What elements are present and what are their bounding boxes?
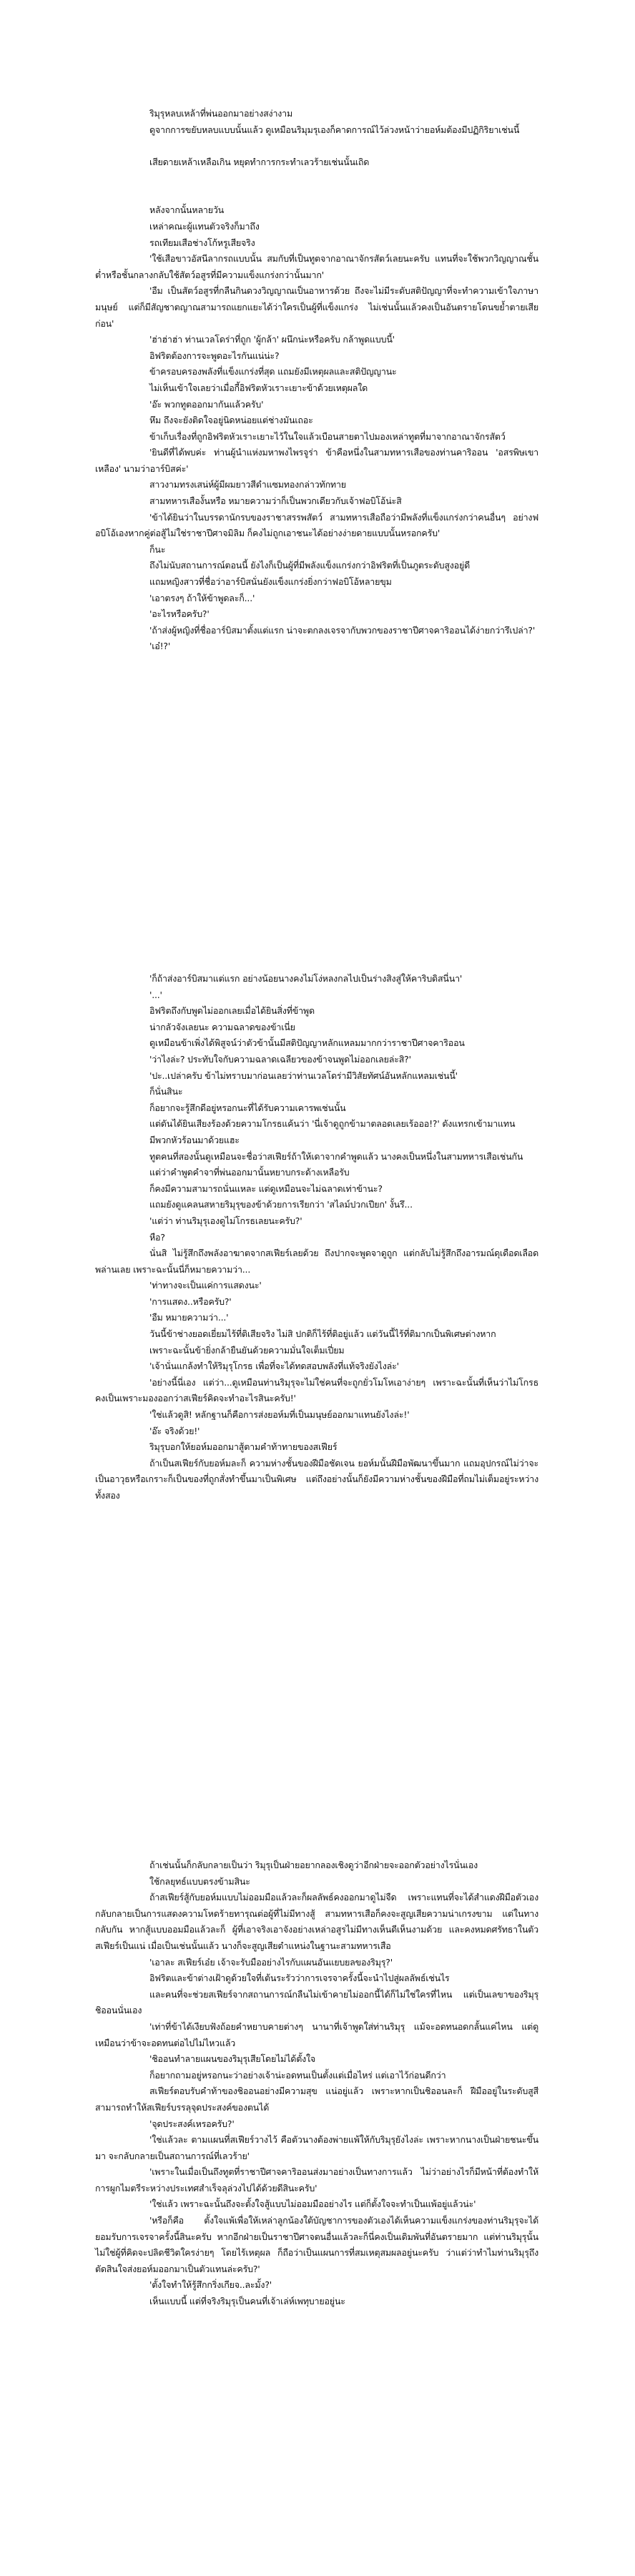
- paragraph: 'ท่าทางจะเป็นแค่การแสดงนะ': [149, 1280, 262, 1291]
- paragraph: 'ยินดีที่ได้พบค่ะ ท่านผู้นำแห่งมหาพงไพรจูร่า ข้าคือหนึ่งในสามทหารเสือของท่านคาริออน 'อสรพิษเขาเหลือง' นามว่าอาร์บิสค่ะ': [95, 447, 538, 474]
- paragraph: ใช้กลยุทธ์แบบตรงข้ามสินะ: [149, 1875, 250, 1887]
- paragraph: เพราะฉะนั้นข้ายิ่งกล้ายืนยันด้วยความมั่นใจเต็มเปี่ยม: [149, 1344, 345, 1356]
- paragraph: 'อ๊ะ จริงด้วย!': [149, 1425, 200, 1436]
- paragraph: 'เอ๋!?': [149, 641, 171, 652]
- paragraph: แถมยังดูแคลนสหายริมุรุของข้าด้วยการเรียกว่า 'สไลม์ปวกเปียก' งั้นรึ...: [149, 1199, 413, 1210]
- paragraph: 'อืม หมายความว่า...': [149, 1312, 229, 1323]
- paragraph: 'อย่างนี้นี่เอง แต่ว่า...ดูเหมือนท่านริมุรุจะไม่ใช่คนที่จะถูกยั่วโมโหเอาง่ายๆ เพราะฉะนั้นที่เห็นว่าไม่โกรธคงเป็นเพราะมองออกว่าสเฟียร์คิดจะทำอะไรสินะครับ!': [95, 1376, 538, 1404]
- paragraph: สเฟียร์ตอบรับคำท้าของชิออนอย่างมีความสุข แน่อยู่แล้ว เพราะหากเป็นชิออนละก็ ฝีมืออยู่ในระดับสูสี สามารถทำให้สเฟียร์บรรลุจุดประสงค์ของตนได้: [95, 2086, 538, 2113]
- paragraph: หลังจากนั้นหลายวัน: [149, 204, 225, 216]
- text-block-1: [95, 106, 538, 655]
- paragraph: 'ปะ..เปล่าครับ ข้าไม่ทราบมาก่อนเลยว่าท่านเวลโดร่ามีวิสัยทัศน์อันหลักแหลมเช่นนี้': [149, 1070, 458, 1081]
- paragraph: อิฟริตและข้าต่างเฝ้าดูด้วยใจที่เต้นระรัวว่าการเจรจาครั้งนี้จะนำไปสู่ผลลัพธ์เช่นไร: [149, 1973, 450, 1984]
- paragraph: เหล่าคณะผู้แทนตัวจริงก็มาถึง: [149, 220, 260, 232]
- paragraph: แถมหญิงสาวที่ชื่อว่าอาร์บิสนั่นยังแข็งแกร่งยิ่งกว่าฟอบิโอ้หลายขุม: [149, 576, 392, 588]
- paragraph: ทูตคนที่สองนั้นดูเหมือนจะชื่อว่าสเฟียร์ถ้าให้เดาจากคำพูดแล้ว นางคงเป็นหนึ่งในสามทหารเสือเช่นกัน: [149, 1150, 523, 1162]
- paragraph: ดูเหมือนข้าเพิ่งได้พิสูจน์ว่าตัวข้านั้นมีสติปัญญาหลักแหลมมากกว่าราชาปีศาจคาริออน: [149, 1037, 465, 1049]
- paragraph: 'เอาตรงๆ ถ้าให้ข้าพูดละก็...': [149, 592, 255, 603]
- paragraph: ไม่เห็นเข้าใจเลยว่าเมื่อกี้อิฟริตหัวเราะเยาะข้าด้วยเหตุผลใด: [149, 382, 368, 393]
- paragraph: ถึงไม่นับสถานการณ์ตอนนี้ ยังไงก็เป็นผู้ที่มีพลังแข็งแกร่งกว่าอิฟริตที่เป็นภูตระดับสูงอยู่ดี: [149, 560, 471, 571]
- paragraph: อิฟริตถึงกับพูดไม่ออกเลยเมื่อได้ยินสิ่งที่ข้าพูด: [149, 1005, 315, 1017]
- paragraph: หึม ถึงจะยังติดใจอยู่นิดหน่อยแต่ช่างมันเถอะ: [149, 415, 313, 426]
- paragraph: ก็อยากถามอยู่หรอกนะว่าอย่างเจ้าน่ะอดทนเป็นตั้งแต่เมื่อไหร่ แต่เอาไว้ก่อนดีกว่า: [149, 2069, 446, 2081]
- paragraph: ถ้าเป็นสเฟียร์กับยอห์มละก็ ความห่างชั้นของฝีมือชัดเจน ยอห์มนั้นฝีมือพัฒนาขึ้นมาก แถมอุปกรณ์ไม่ว่าจะเป็นอาวุธหรือเกราะก็เป็นของที่ถูกสั่งทำขึ้นมาเป็นพิเศษ แต่ถึงอย่างนั้นก็ยังมีความห่างชั้นของฝีมือที่ถมไม่เต็มอยู่ระหว่างทั้งสอง: [95, 1457, 538, 1501]
- paragraph: '...': [149, 989, 162, 1000]
- paragraph: สามทหารเสืองั้นหรือ หมายความว่าก็เป็นพวกเดียวกับเจ้าฟอบิโอ้น่ะสิ: [149, 495, 402, 507]
- paragraph: 'หรือก็คือ ตั้งใจแพ้เพื่อให้เหล่าลูกน้องใต้บัญชาการของตัวเองได้เห็นความแข็งแกร่งของท่านริมุรุจะได้ยอมรับการเจรจาครั้งนี้สินะครับ หากอีกฝ่ายเป็นราชาปีศาจตนอื่นแล้วละก็นี่คงเป็นเดิมพันที่อันตรายมาก แต่ท่านริมุรุนั้น ไม่ใช่ผู้ที่คิดจะปลิดชีวิตใครง่ายๆ โดยไร้เหตุผล ก็ถือว่าเป็นแผนการที่สมเหตุสมผลอยู่นะครับ ว่าแต่ว่าทำไมท่านริมุรุถึงตัดสินใจส่งยอห์มออกมาเป็นตัวแทนล่ะครับ?': [95, 2215, 538, 2274]
- paragraph: 'ว่าไงล่ะ? ประทับใจกับความฉลาดเฉลียวของข้าจนพูดไม่ออกเลยล่ะสิ?': [149, 1053, 411, 1065]
- paragraph: ก็คงมีความสามารถนั่นแหละ แต่ดูเหมือนจะไม่ฉลาดเท่าข้านะ?: [149, 1183, 383, 1194]
- paragraph: รถเทียมเสือช่างโก้หรูเสียจริง: [149, 237, 255, 248]
- paragraph: สาวงามทรงเสน่ห์ผู้มีผมยาวสีดำแซมทองกล่าวทักทาย: [149, 479, 346, 490]
- paragraph: 'ฮ่าฮ่าฮ่า ท่านเวลโดร่าที่ถูก 'ผู้กล้า' ผนึกน่ะหรือครับ กล้าพูดแบบนี้': [149, 334, 395, 345]
- paragraph: อิฟริตต้องการจะพูดอะไรกันแน่น่ะ?: [149, 350, 280, 361]
- paragraph: 'อ๊ะ พวกทูตออกมากันแล้วครับ': [149, 398, 264, 410]
- paragraph: หือ?: [149, 1231, 165, 1243]
- paragraph: 'ถ้าส่งผู้หญิงที่ชื่ออาร์บิสมาตั้งแต่แรก น่าจะตกลงเจรจากับพวกของราชาปีศาจคาริออนได้ง่ายกว่ารึเปล่า?': [149, 624, 536, 636]
- paragraph: 'ชิออนทำลายแผนของริมุรุเสียโดยไม่ได้ตั้งใจ: [149, 2053, 316, 2065]
- paragraph: 'เท่าที่ข้าได้เงียบฟังถ้อยคำหยาบคายต่างๆ นานาที่เจ้าพูดใส่ท่านริมุรุ แม้จะอดทนอดกลั้นแค่ไหน แต่ดูเหมือนว่าข้าจะอดทนต่อไปไม่ไหวแล้ว: [95, 2020, 538, 2048]
- paragraph: ข้าเก็บเรื่องที่ถูกอิฟริตหัวเราะเยาะไว้ในใจแล้วเบือนสายตาไปมองเหล่าทูตที่มาจากอาณาจักรสัตว์: [149, 430, 506, 442]
- paragraph: ริมุรุหลบเหล้าที่พ่นออกมาอย่างสง่างาม: [149, 108, 293, 119]
- paragraph: 'ใช่แล้วละ ตามแผนที่สเฟียร์วางไว้ คือตัวนางต้องพ่ายแพ้ให้กับริมุรุยังไงล่ะ เพราะหากนางเป็นฝ่ายชนะขึ้นมา จะกลับกลายเป็นสถานการณ์ที่เลวร้าย': [95, 2134, 538, 2161]
- paragraph: 'จุดประสงค์เหรอครับ?': [149, 2118, 235, 2129]
- paragraph: 'การแสดง..หรือครับ?': [149, 1296, 232, 1307]
- paragraph: วันนี้ข้าช่างยอดเยี่ยมไร้ที่ติเสียจริง ไม่สิ ปกติก็ไร้ที่ติอยู่แล้ว แต่วันนี้ไร้ที่ติมากเป็นพิเศษต่างหาก: [149, 1328, 496, 1340]
- paragraph: ก็นั่นสินะ: [149, 1086, 183, 1097]
- paragraph: 'ก็ถ้าส่งอาร์บิสมาแต่แรก อย่างน้อยนางคงไม่โง่หลงกลไปเป็นร่างสิงสู่ให้คาริบดิสนี่นา': [149, 973, 463, 984]
- paragraph: แต่ว่าคำพูดคำจาที่พ่นออกมานั้นหยาบกระด้างเหลือรับ: [149, 1167, 350, 1178]
- paragraph: 'ใช้เสือขาวอัสนีลากรถแบบนั้น สมกับที่เป็นทูตจากอาณาจักรสัตว์เลยนะครับ แทนที่จะใช้พวกวิญญาณชั้นต่ำหรือชั้นกลางกลับใช้สัตว์อสูรที่มีความแข็งแกร่งกว่านั้นมาก': [95, 253, 538, 280]
- paragraph: เห็นแบบนี้ แต่ที่จริงริมุรุเป็นคนที่เจ้าเล่ห์เพทุบายอยู่นะ: [149, 2296, 345, 2307]
- paragraph: ถ้าเช่นนั้นก็กลับกลายเป็นว่า ริมุรุเป็นฝ่ายอยากลองเชิงดูว่าอีกฝ่ายจะออกตัวอย่างไรนั่นเอง: [149, 1860, 478, 1870]
- paragraph: ก็นะ: [149, 543, 166, 555]
- paragraph: 'ข้าได้ยินว่าในบรรดานักรบของราชาสรรพสัตว์ สามทหารเสือถือว่ามีพลังที่แข็งแกร่งกว่าคนอื่นๆ อย่างฟอบิโอ้เองหากคู่ต่อสู้ไม่ใช่ราชาปีศาจมิลิม ก็คงไม่ถูกเอาชนะได้อย่างง่ายดายแบบนั้นหรอกครับ': [95, 511, 538, 539]
- paragraph: 'เอาละ สเฟียร์เอ๋ย เจ้าจะรับมืออย่างไรกับแผนอันแยบยลของริมุรุ?': [149, 1956, 393, 1968]
- paragraph: 'อะไรหรือครับ?': [149, 608, 210, 620]
- paragraph: 'ใช่แล้วดูสิ! หลักฐานก็คือการส่งยอห์มที่เป็นมนุษย์ออกมาแทนยังไงล่ะ!': [149, 1409, 410, 1421]
- text-block-2: [95, 971, 538, 1504]
- paragraph: 'ใช่แล้ว เพราะฉะนั้นถึงจะตั้งใจสู้แบบไม่ออมมืออย่างไร แต่ก็ตั้งใจจะทำเป็นแพ้อยู่แล้วน่ะ': [149, 2199, 476, 2210]
- paragraph: 'แต่ว่า ท่านริมุรุเองดูไม่โกรธเลยนะครับ?': [149, 1215, 302, 1226]
- paragraph: 'อืม เป็นสัตว์อสูรที่กลืนกินดวงวิญญาณเป็นอาหารด้วย ถึงจะไม่มีระดับสติปัญญาที่จะทำความเข้าใจภาษามนุษย์ แต่ก็มีสัญชาตญาณสามารถแยกแยะได้ว่าใครเป็นผู้ที่แข็งแกร่ง ไม่เช่นนั้นแล้วคงเป็นอันตรายโดนขย้ำตายเสียก่อน': [95, 285, 538, 329]
- paragraph: เสียดายเหล้าเหลือเกิน หยุดทำการกระทำเลวร้ายเช่นนั้นเถิด: [149, 156, 370, 167]
- paragraph: นั่นสิ ไม่รู้สึกถึงพลังอาฆาตจากสเฟียร์เลยด้วย ถึงปากจะพูดจาดูถูก แต่กลับไม่รู้สึกถึงอารมณ์ดุเดือดเลือดพล่านเลย เพราะฉะนั้นนี่ก็หมายความว่า...: [95, 1248, 538, 1275]
- paragraph: 'เจ้านั่นแกล้งทำให้ริมุรุโกรธ เพื่อที่จะได้ทดสอบพลังที่แท้จริงยังไงล่ะ': [149, 1361, 399, 1372]
- text-block-3: [95, 1857, 538, 2310]
- paragraph: น่ากลัวจังเลยนะ ความฉลาดของข้าเนี่ย: [149, 1021, 295, 1032]
- paragraph: และคนที่จะช่วยสเฟียร์จากสถานการณ์กลืนไม่เข้าคายไม่ออกนี้ได้ก็ไม่ใช่ใครที่ไหน แต่เป็นเลขาของริมุรุ ชิออนนั่นเอง: [95, 1988, 538, 2016]
- paragraph: 'ตั้งใจทำให้รู้สึกกริ่งเกียจ..ละมั้ง?': [149, 2279, 272, 2291]
- paragraph: 'เพราะในเมื่อเป็นถึงทูตที่ราชาปีศาจคาริออนส่งมาอย่างเป็นทางการแล้ว ไม่ว่าอย่างไรก็มีหน้าที่ต้องทำให้การผูกไมตรีระหว่างประเทศสำเร็จลุล่วงไปได้ด้วยดีสินะครับ': [95, 2166, 538, 2193]
- paragraph: มีพวกหัวร้อนมาด้วยแฮะ: [149, 1134, 240, 1145]
- paragraph: ถ้าสเฟียร์สู้กับยอห์มแบบไม่ออมมือแล้วละก็ผลลัพธ์คงออกมาดูไม่จืด เพราะแทนที่จะได้สำแดงฝีมือตัวเอง กลับกลายเป็นการแสดงความโหดร้ายทารุณต่อผู้ที่ไม่มีทางสู้ สามทหารเสือก็คงจะสูญเสียความน่าเกรงขาม แต่ในทางกลับกัน หากสู้แบบออมมือแล้วละก็ ผู้ที่เอาจริงเอาจังอย่างเหล่าอสูรไม่มีทางเห็นดีเห็นงามด้วย และคงหมดศรัทธาในตัวสเฟียร์เป็นแน่ เมื่อเป็นเช่นนั้นแล้ว นางก็จะสูญเสียตำแหน่งในฐานะสามทหารเสือ: [95, 1892, 538, 1951]
- paragraph: ก็อยากจะรู้สึกดีอยู่หรอกนะที่ได้รับความเคารพเช่นนั้น: [149, 1102, 346, 1113]
- paragraph: ข้าครอบครองพลังที่แข็งแกร่งที่สุด แถมยังมีเหตุผลและสติปัญญานะ: [149, 366, 397, 377]
- paragraph: ดูจากการขยับหลบแบบนั้นแล้ว ดูเหมือนริมุมรุเองก็คาดการณ์ไว้ล่วงหน้าว่ายอห์มต้องมีปฏิกิริยาเช่นนี้: [149, 124, 520, 135]
- paragraph: แต่ดันได้ยินเสียงร้องด้วยความโกรธแค้นว่า 'นี่เจ้าดูถูกข้ามาตลอดเลยเร้อออ!?' ดังแทรกเข้ามาแทน: [149, 1118, 516, 1130]
- paragraph: ริมุรุบอกให้ยอห์มออกมาสู้ตามคำท้าทายของสเฟียร์: [149, 1441, 338, 1453]
